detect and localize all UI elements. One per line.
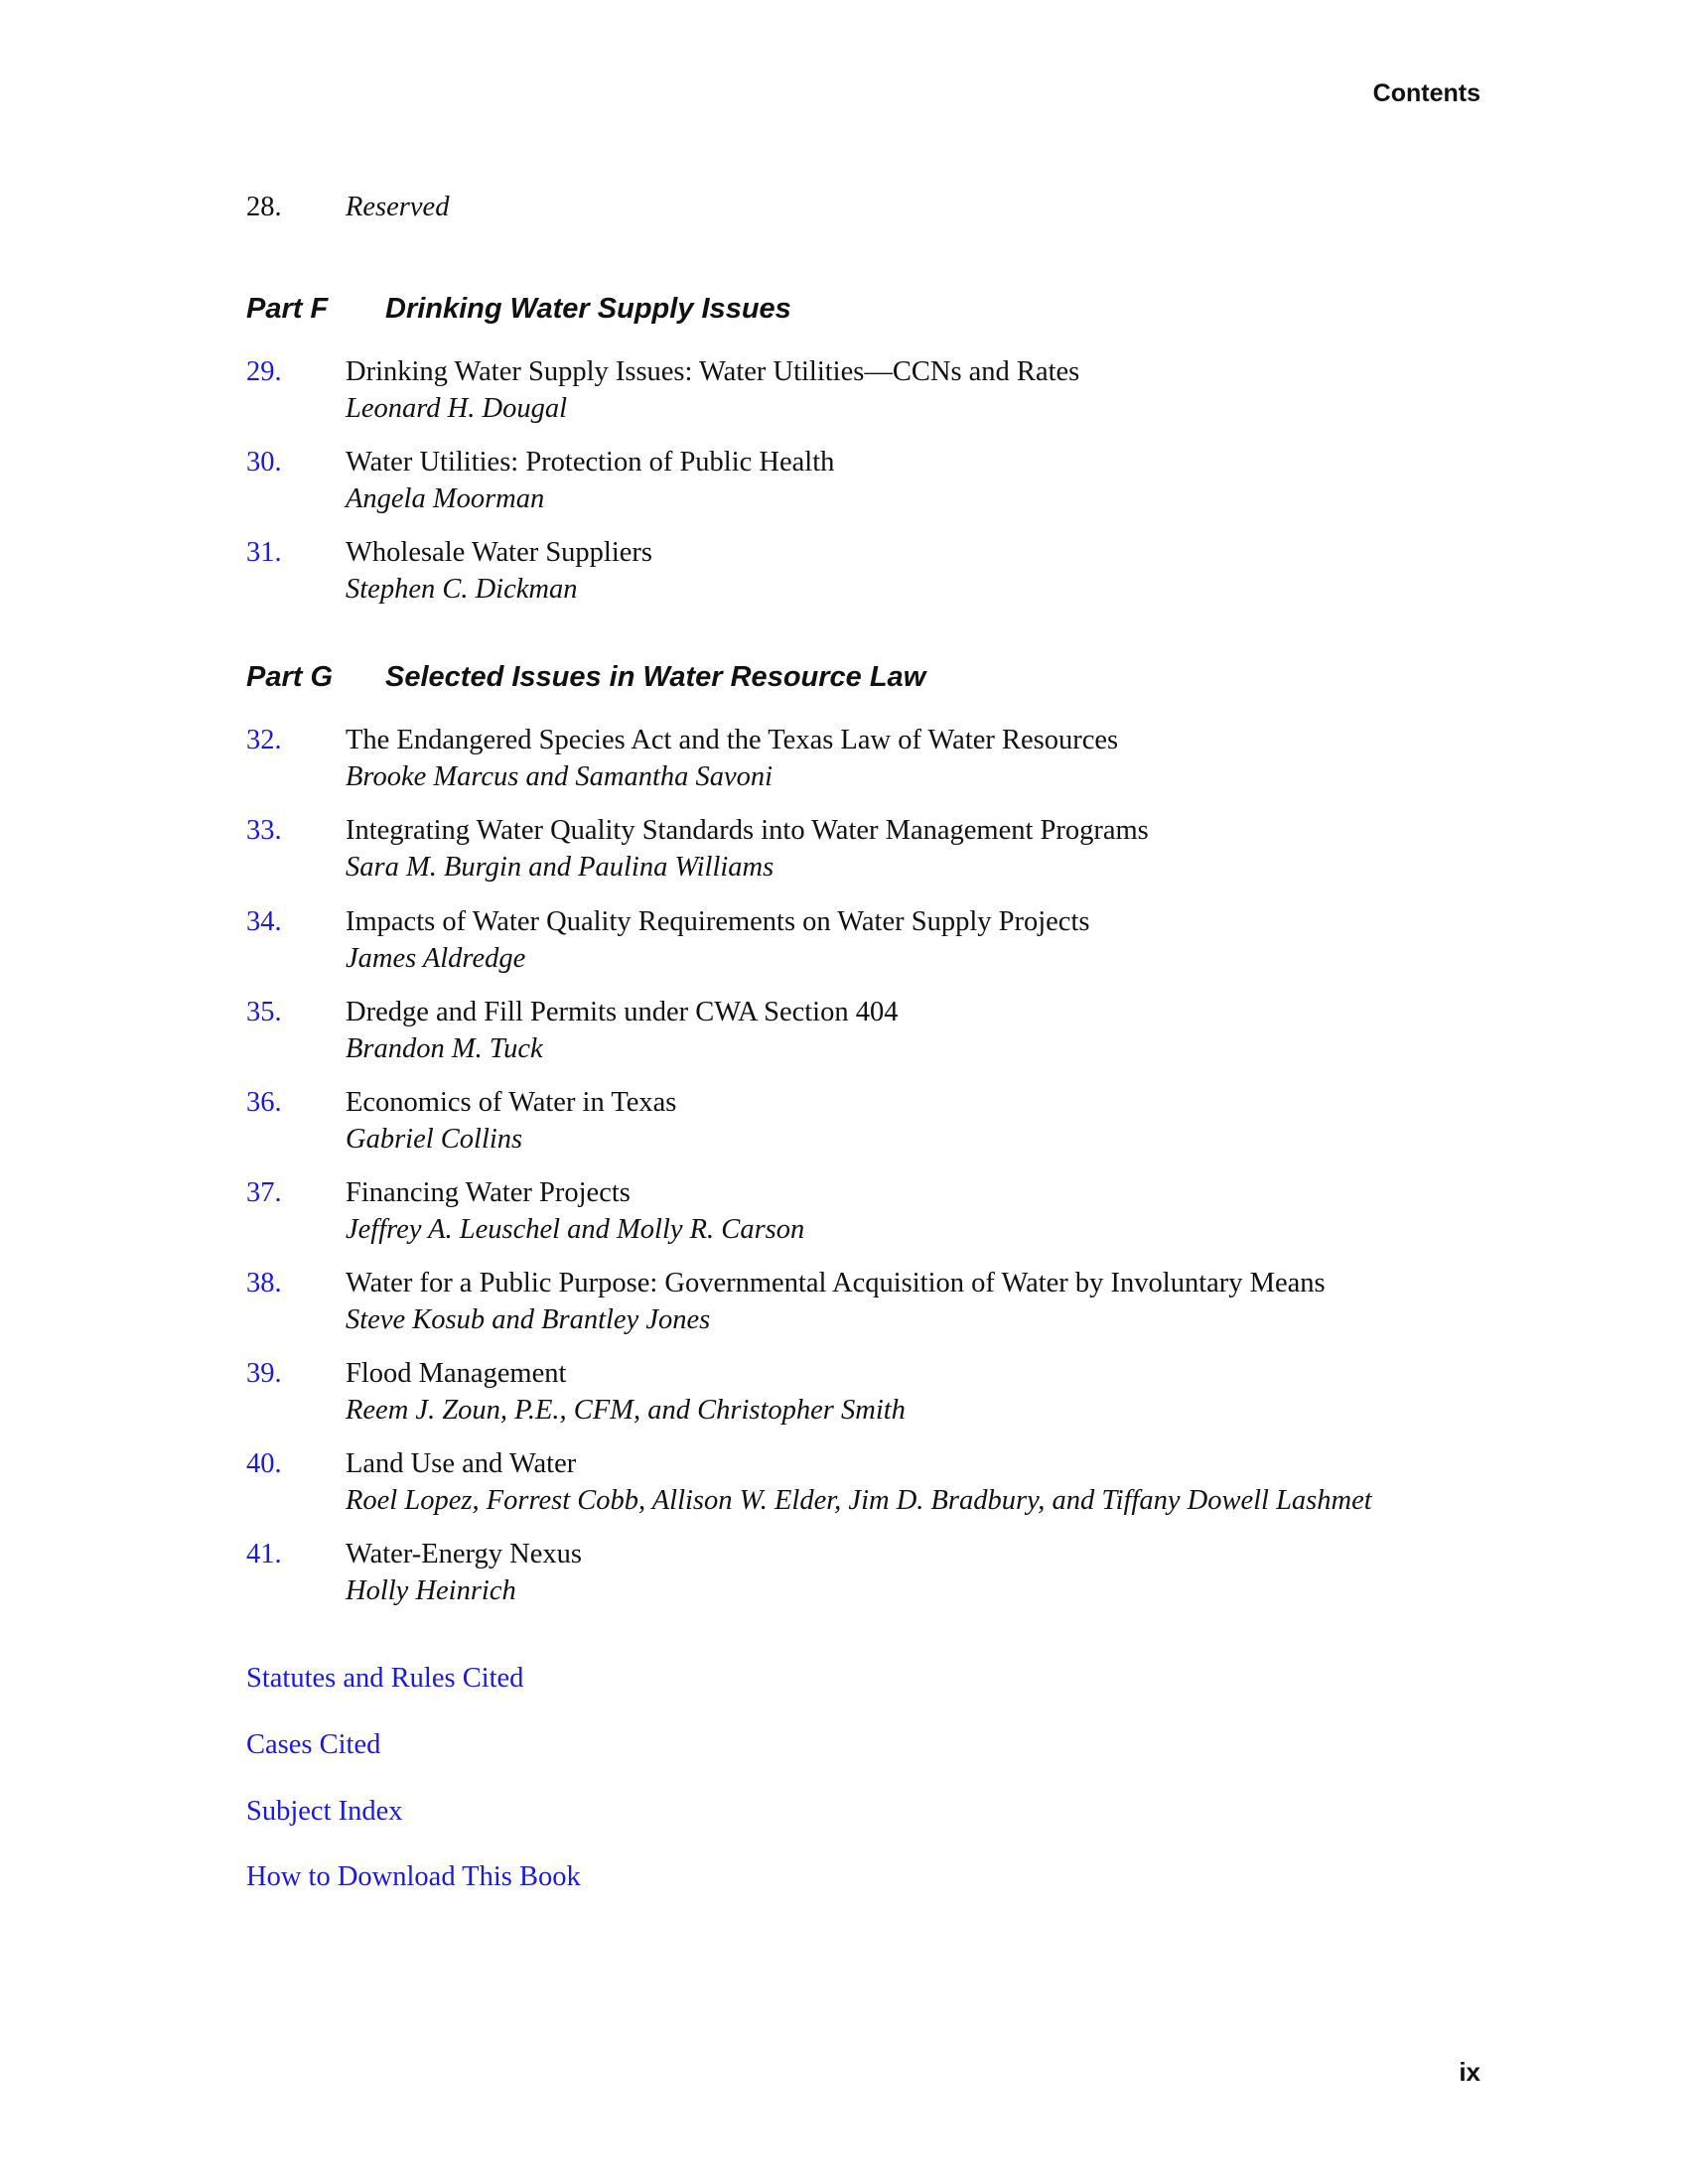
chapter-number-link[interactable]: 31. <box>246 537 282 568</box>
cases-cited-link[interactable]: Cases Cited <box>246 1729 381 1760</box>
chapter-number: 28. <box>246 192 282 222</box>
chapter-title: The Endangered Species Act and the Texas Law of Water Resources <box>346 725 1119 755</box>
chapter-title: Water for a Public Purpose: Governmental Acquisition of Water by Involuntary Means <box>346 1268 1326 1298</box>
part-title: Drinking Water Supply Issues <box>385 293 791 325</box>
chapter-title: Impacts of Water Quality Requirements on Water Supply Projects <box>346 906 1090 937</box>
chapter-author: Angela Moorman <box>346 483 545 514</box>
chapter-title: Drinking Water Supply Issues: Water Utilities—CCNs and Rates <box>346 356 1080 387</box>
chapter-author: Jeffrey A. Leuschel and Molly R. Carson <box>346 1214 805 1245</box>
chapter-author: Reem J. Zoun, P.E., CFM, and Christopher Smith <box>346 1395 906 1426</box>
chapter-title: Reserved <box>346 192 450 222</box>
chapter-title: Dredge and Fill Permits under CWA Section 404 <box>346 997 899 1027</box>
chapter-title: Land Use and Water <box>346 1448 577 1479</box>
chapter-title: Water-Energy Nexus <box>346 1539 582 1570</box>
chapter-author: Sara M. Burgin and Paulina Williams <box>346 852 774 883</box>
chapter-number-link[interactable]: 41. <box>246 1539 282 1570</box>
chapter-number-link[interactable]: 40. <box>246 1448 282 1479</box>
chapter-author: Gabriel Collins <box>346 1124 523 1155</box>
chapter-title: Integrating Water Quality Standards into Water Management Programs <box>346 815 1149 846</box>
part-title: Selected Issues in Water Resource Law <box>385 661 926 693</box>
chapter-author: Steve Kosub and Brantley Jones <box>346 1304 711 1335</box>
running-header: Contents <box>1372 79 1480 107</box>
chapter-author: Holly Heinrich <box>346 1575 516 1606</box>
chapter-author: Brooke Marcus and Samantha Savoni <box>346 761 774 792</box>
chapter-title: Wholesale Water Suppliers <box>346 537 653 568</box>
chapter-number-link[interactable]: 34. <box>246 906 282 937</box>
chapter-number-link[interactable]: 39. <box>246 1358 282 1389</box>
chapter-author: Roel Lopez, Forrest Cobb, Allison W. Elder, Jim D. Bradbury, and Tiffany Dowell Lashmet <box>346 1485 1372 1516</box>
chapter-author: Brandon M. Tuck <box>346 1033 543 1064</box>
statutes-and-rules-cited-link[interactable]: Statutes and Rules Cited <box>246 1663 524 1694</box>
subject-index-link[interactable]: Subject Index <box>246 1796 403 1827</box>
chapter-number-link[interactable]: 30. <box>246 447 282 478</box>
chapter-number-link[interactable]: 36. <box>246 1087 282 1118</box>
part-label: Part G <box>246 661 334 693</box>
chapter-number-link[interactable]: 37. <box>246 1177 282 1208</box>
chapter-title: Water Utilities: Protection of Public Health <box>346 447 835 478</box>
chapter-number-link[interactable]: 33. <box>246 815 282 846</box>
chapter-author: Leonard H. Dougal <box>346 393 567 424</box>
chapter-number-link[interactable]: 35. <box>246 997 282 1027</box>
download-book-link[interactable]: How to Download This Book <box>246 1861 581 1892</box>
chapter-author: Stephen C. Dickman <box>346 574 578 605</box>
chapter-number-link[interactable]: 29. <box>246 356 282 387</box>
part-label: Part F <box>246 293 329 325</box>
chapter-number-link[interactable]: 38. <box>246 1268 282 1298</box>
chapter-title: Flood Management <box>346 1358 567 1389</box>
chapter-author: James Aldredge <box>346 943 526 974</box>
chapter-title: Financing Water Projects <box>346 1177 631 1208</box>
chapter-title: Economics of Water in Texas <box>346 1087 677 1118</box>
chapter-number-link[interactable]: 32. <box>246 725 282 755</box>
page-number: ix <box>1459 2057 1480 2087</box>
